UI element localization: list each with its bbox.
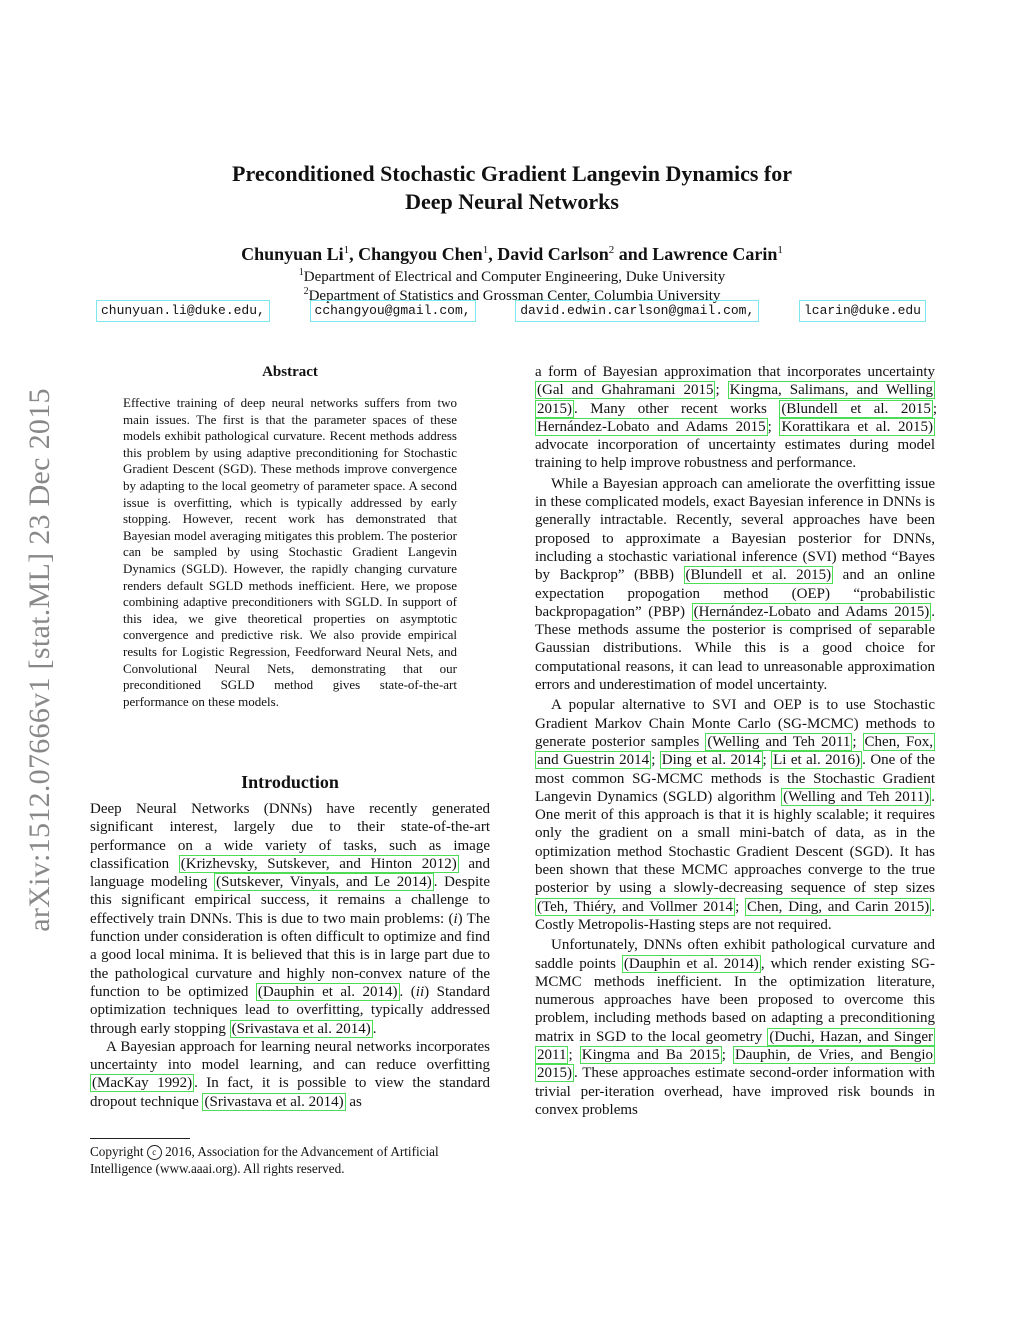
author-name: Chunyuan Li xyxy=(241,244,344,264)
italic-text: i xyxy=(453,910,458,927)
email-link[interactable]: cchangyou@gmail.com, xyxy=(310,300,476,322)
arxiv-stamp xyxy=(10,350,70,970)
citation-link[interactable]: Ding et al. 2014 xyxy=(661,752,761,769)
email-list xyxy=(96,300,926,322)
footnote-text: Copyright xyxy=(90,1144,147,1159)
citation-link[interactable]: Korattikara et al. 2015) xyxy=(781,418,933,435)
author-separator: , xyxy=(488,244,498,264)
intro-body xyxy=(90,800,490,1111)
copyright-icon: c xyxy=(147,1145,162,1160)
citation-link[interactable]: Dauphin, de Vries, and Bengio 2015) xyxy=(537,1046,934,1082)
affiliation-number: 1 xyxy=(298,267,304,278)
footnote-rule xyxy=(90,1138,190,1139)
affiliation-text: Department of Electrical and Computer Engineering, Duke University xyxy=(303,269,726,285)
abstract-text: Effective training of deep neural networks suffers from two main issues. The first is that the parameter spaces of these models exhibit pathological curvature. Recent methods address this problem by using adaptive preconditioning for Stochastic Gradient Descent (SGD). These methods improve convergence by adapting to the local geometry of parameter space. A second issue is overfitting, which is typically addressed by early stopping. However, recent work has demonstrated that Bayesian model averaging mitigates this problem. The posterior can be sampled by using Stochastic Gradient Langevin Dynamics (SGLD). However, the rapidly changing curvature renders default SGLD methods inefficient. Here, we propose combining adaptive preconditioners with SGLD. In support of this idea, we give theoretical properties on asymptotic convergence and predictive risk. We also provide empirical results for Logistic Regression, Feedforward Neural Nets, and Convolutional Neural Nets, demonstrating that our preconditioned SGLD method gives state-of-the-art performance on these models. xyxy=(123,395,457,709)
citation-link[interactable]: (Dauphin et al. 2014) xyxy=(623,955,759,972)
citation-link[interactable]: (Welling and Teh 2011) xyxy=(783,788,930,805)
citation-link[interactable]: (Teh, Thiéry, and Vollmer 2014 xyxy=(537,898,734,915)
author-separator: and xyxy=(614,244,653,264)
author-affiliation-mark: 1 xyxy=(482,244,489,256)
citation-link[interactable]: Chen, Fox, and Guestrin 2014 xyxy=(537,733,933,769)
citation-link[interactable]: (Blundell et al. 2015 xyxy=(781,400,931,417)
title-line-1: Preconditioned Stochastic Gradient Langevin Dynamics for xyxy=(232,161,792,186)
author-affiliation-mark: 1 xyxy=(343,244,350,256)
email-link[interactable]: david.edwin.carlson@gmail.com, xyxy=(515,300,759,322)
author-name: Lawrence Carin xyxy=(652,244,778,264)
citation-link[interactable]: (Srivastava et al. 2014) xyxy=(204,1093,344,1110)
citation-link[interactable]: (Welling and Teh 2011 xyxy=(707,733,851,750)
arxiv-id[interactable]: arXiv:1512.07666v1 [stat.ML] 23 Dec 2015 xyxy=(23,388,57,932)
footnote-text: 2016, Association for the Advancement of Artificial Intelligence (www.aaai.org). All rights reserved. xyxy=(90,1144,439,1176)
author-separator: , xyxy=(349,244,359,264)
citation-link[interactable]: Kingma and Ba 2015 xyxy=(581,1046,720,1063)
email-link[interactable]: lcarin@duke.edu xyxy=(799,300,926,322)
citation-link[interactable]: (MacKay 1992) xyxy=(92,1075,193,1092)
right-column xyxy=(535,363,938,1119)
citation-link[interactable]: (Blundell et al. 2015) xyxy=(685,567,832,584)
paragraph: Deep Neural Networks (DNNs) have recently generated significant interest, largely due to their state-of-the-art performance on a wide variety of tasks, such as image classification (Krizhevsky, Sutskever, and Hinton 2012) and language modeling (Sutskever, Vinyals, and Le 2014) . Despite this significant empirical success, it remains a challenge to effectively train DNNs. This is due to two main problems: (i) The function under consideration is often difficult to optimize and find a good local minima. It is believed that this is in large part due to the pathological curvature and highly non-convex nature of the function to be optimized (Dauphin et al. 2014) . (ii) Standard optimization techniques lead to overfitting, typically addressed through early stopping (Srivastava et al. 2014) . xyxy=(90,801,491,1037)
paragraph: Unfortunately, DNNs often exhibit pathological curvature and saddle points (Dauphin et al. 2014) , which render existing SG-MCMC methods inefficient. In the optimization literature, numerous approaches have been proposed to overcome this problem, including methods based on adapting a preconditioning matrix in SGD to the local geometry (Duchi, Hazan, and Singer 2011 ; Kingma and Ba 2015 ; Dauphin, de Vries, and Bengio 2015) . These approaches estimate second-order information with trivial per-iteration overhead, have improved risk bounds in convex problems xyxy=(535,937,935,1118)
abstract-heading: Abstract xyxy=(262,364,318,380)
citation-link[interactable]: (Sutskever, Vinyals, and Le 2014) xyxy=(216,874,432,891)
author-name: David Carlson xyxy=(497,244,609,264)
affiliation-number: 2 xyxy=(303,286,309,297)
citation-link[interactable]: (Krizhevsky, Sutskever, and Hinton 2012) xyxy=(180,855,457,872)
email-link[interactable]: chunyuan.li@duke.edu, xyxy=(96,300,270,322)
paragraph: a form of Bayesian approximation that incorporates uncertainty (Gal and Ghahramani 2015 ; Kingma, Salimans, and Welling 2015) . Many other recent works (Blundell et al. 2015 ; Hernández-Lobato and Adams 2015 ; Korattikara et al. 2015) advocate incorporation of uncertainty estimates during model training to help improve robustness and performance. xyxy=(535,364,938,472)
citation-link[interactable]: (Dauphin et al. 2014) xyxy=(257,983,398,1000)
author-affiliation-mark: 1 xyxy=(777,244,783,256)
intro-heading: Introduction xyxy=(241,772,339,792)
author-list xyxy=(90,238,934,266)
paragraph: A popular alternative to SVI and OEP is to use Stochastic Gradient Markov Chain Monte Carlo (SG-MCMC) methods to generate posterior samples (Welling and Teh 2011 ; Chen, Fox, and Guestrin 2014 ; Ding et al. 2014 ; Li et al. 2016) . One of the most common SG-MCMC methods is the Stochastic Gradient Langevin Dynamics (SGLD) algorithm (Welling and Teh 2011) . One merit of this approach is that it is highly scalable; it requires only the gradient on a small mini-batch of data, as in the optimization method Stochastic Gradient Descent (SGD). It has been shown that these MCMC approaches converge to the true posterior by using a slowly-decreasing sequence of step sizes (Teh, Thiéry, and Vollmer 2014 ; Chen, Ding, and Carin 2015) . Costly Metropolis-Hasting steps are not required. xyxy=(535,697,936,933)
affiliation-text: Department of Statistics and Grossman Center, Columbia University xyxy=(308,288,721,304)
citation-link[interactable]: (Gal and Ghahramani 2015 xyxy=(537,382,714,399)
citation-link[interactable]: Hernández-Lobato and Adams 2015 xyxy=(537,418,766,435)
citation-link[interactable]: (Hernández-Lobato and Adams 2015) xyxy=(693,603,930,620)
author-affiliation-mark: 2 xyxy=(608,244,615,256)
paragraph: A Bayesian approach for learning neural networks incorporates uncertainty into model learning, and can reduce overfitting (MacKay 1992) . In fact, it is possible to view the standard dropout technique (Srivastava et al. 2014) as xyxy=(90,1038,490,1110)
citation-link[interactable]: (Srivastava et al. 2014) xyxy=(231,1020,371,1037)
author-name: Changyou Chen xyxy=(358,244,483,264)
paper-title xyxy=(90,160,934,216)
paragraph: While a Bayesian approach can ameliorate the overfitting issue in these complicated models, exact Bayesian inference in DNNs is generally intractable. Recently, several approaches have been proposed to approximate a Bayesian posterior for DNNs, including a stochastic variational inference (SVI) method “Bayes by Backprop” (BBB) (Blundell et al. 2015) and an online expectation propogation method (OEP) “probabilistic backpropagation” (PBP) (Hernández-Lobato and Adams 2015) . These methods assume the posterior is comprised of separable Gaussian distributions. While this is a good choice for computational reasons, it can lead to unreasonable approximation errors and underestimation of model uncertainty. xyxy=(535,475,935,694)
citation-link[interactable]: Li et al. 2016) xyxy=(773,752,861,769)
citation-link[interactable]: Kingma, Salimans, and Welling 2015) xyxy=(537,382,934,417)
citation-link[interactable]: Chen, Ding, and Carin 2015) xyxy=(747,898,930,915)
italic-text: ii xyxy=(415,983,425,1000)
copyright-footnote xyxy=(90,1143,490,1177)
title-line-2: Deep Neural Networks xyxy=(405,189,619,214)
citation-link[interactable]: (Duchi, Hazan, and Singer 2011 xyxy=(537,1028,933,1063)
